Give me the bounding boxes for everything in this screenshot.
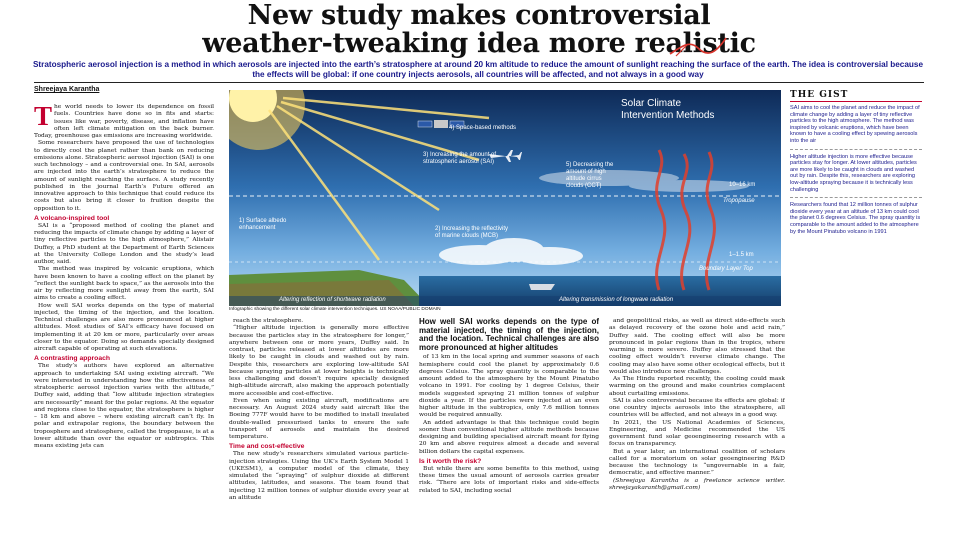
paragraph: As The Hindu reported recently, the cooling could mask warming on the ground and make countries complacent about curtailing emissions. <box>609 376 785 397</box>
paragraph: How well SAI works depends on the type of material injected, the timing of the injection, and the location. Technical challenges are also more pronounced at higher altitudes. Most studies of SAI’s efficacy have focused on implementing it at 20 km or more, particularly over areas closer to the equator. Doing so demands specially designed aircraft capable of operating at such elevations. <box>34 302 214 352</box>
gist-item: SAI aims to cool the planet and reduce the impact of climate change by adding a layer of tiny reflective particles to the high atmosphere. The method was inspired by volcanic eruptions, which have been known to have a cooling effect by spewing aerosols into the air <box>790 105 922 150</box>
article-deck: Stratospheric aerosol injection is a method in which aerosols are injected into the earth’s stratosphere at around 20 km altitude to reduce the amount of sunlight reaching the surface of the earth. The idea is controversial because the effects will be global: if one country injects aerosols, all countries will be affected, and not always in a good way <box>32 60 924 79</box>
pen-scribble-mark <box>668 36 728 58</box>
paragraph: The method was inspired by volcanic eruptions, which have been known to have a cooling effect on the planet by “reflect the sunlight back to space,” as the aerosols into the air by reflecting more sunlight away from the earth, SAI aims to create a cooling effect. <box>34 266 214 302</box>
paragraph: The study’s authors have explored an alternative approach to undertaking SAI using existing aircraft. “We were interested in understanding how the effectiveness of stratospheric aerosol injection varies with the altitude,” Duffey said, adding that “low altitude injection strategies are necessarily” meant for the polar regions. At the equator and regions close to the equator, the stratosphere is higher – 18 km and above – where existing aircraft can’t fly. In polar and extrapolar regions, the boundary between the troposphere and stratosphere, called the tropopause, is at a lower altitude than over the equator or subtropics. This means existing jets can <box>34 363 214 449</box>
subhead-risk: Is it worth the risk? <box>419 457 482 465</box>
infographic-title-2: Intervention Methods <box>621 110 715 121</box>
label-mcb-2: of marine clouds (MCB) <box>435 233 499 239</box>
paragraph: and geopolitical risks, as well as direct side-effects such as delayed recovery of the ozone hole and acid rain,” Duffey said. The cooling effect will also be more pronounced in polar regions than in the tropics, where warming is more severe. Duffey also stressed that the cooling effect wouldn’t reverse climate change. The cooling may also have some other ecological effects, but it would also introduce new challenges. <box>609 318 785 375</box>
author-credit: (Shreejaya Karantha is a freelance science writer. shreejayakaranth@gmail.com) <box>609 477 785 491</box>
gist-item: Researchers found that 12 million tonnes of sulphur dioxide every year at an altitude of 13 km could cool the planet 0.6 degrees Celsius. The spray quantity is comparable to the amount added to the atmosphere by the Mount Pinatubo volcano in 1991 <box>790 202 921 235</box>
label-longwave: Altering transmission of longwave radiation <box>559 297 674 303</box>
pull-quote: How well SAI works depends on the type of material injected, the timing of the injection, and the location. Technical challenges are also more pronounced at higher altitudes <box>419 318 599 352</box>
label-cct-2: amount of high <box>566 169 606 175</box>
article-column-3 <box>419 318 599 544</box>
gist-item: Higher altitude injection is more effective because particles stay for longer. At lower altitudes, particles are more likely to be caught in clouds and washed out by rain. Despite this, researchers are exploring low-altitude spraying because it is technically less challenging <box>790 154 922 199</box>
label-altitude-low: 1–1.5 km <box>729 252 754 258</box>
label-sai-2: stratospheric aerosol (SAI) <box>423 159 495 165</box>
article-column-4 <box>609 318 785 544</box>
top-rule <box>34 82 924 83</box>
article-column-2 <box>229 318 409 544</box>
dropcap: T <box>34 104 53 131</box>
paragraph: Some researchers have proposed the use of technologies to directly cool the planet rather than bank on reducing emissions alone. Stratospheric aerosol injection (SAI) is one such technology – and a controversial one. In SAI, aerosols are injected into the earth’s stratosphere to reduce the amount of sunlight reaching the surface. A study recently published in the journal Earth’s Future offered an innovative approach to this technique that could reduce its costs but also bring it closer to fruition despite the opposition to it. <box>34 140 214 212</box>
solar-intervention-infographic <box>229 90 781 306</box>
label-shortwave: Altering reflection of shortwave radiation <box>279 297 386 303</box>
subhead-time-cost: Time and cost-effective <box>229 443 305 451</box>
byline: Shreejaya Karantha <box>34 86 100 93</box>
subhead-approach: A contrasting approach <box>34 355 111 363</box>
label-albedo-2: enhancement <box>239 225 276 231</box>
headline <box>0 2 958 58</box>
label-cct-3: altitude cirrus <box>566 176 602 182</box>
label-altitude-high: 10–16 km <box>729 182 756 188</box>
paragraph: reach the stratosphere. <box>233 318 304 324</box>
paragraph: Even when using existing aircraft, modifications are necessary. An August 2024 study said aircraft like the Boeing 777F would have to be modified to install insulated double-walled pressurised tanks to ensure the safe transport of aerosols and maintain the desired temperature. <box>229 397 409 440</box>
label-mcb: 2) Increasing the reflectivity <box>435 226 509 232</box>
intro-paragraph: he world needs to lower its dependence on fossil fuels. Countries have done so in fits and starts: issues like war, poverty, disease, and inflation have often left climate mitigation on the back burner. Today, greenhouse gas emissions are increasing worldwide. <box>34 104 214 139</box>
label-space-methods: 4) Space-based methods <box>449 125 517 131</box>
subhead-volcano: A volcano-inspired tool <box>34 214 110 222</box>
paragraph: SAI is also controversial because its effects are global: if one country injects aerosols into the stratosphere, all countries will be affected, and not always in a good way. <box>609 397 785 419</box>
headline-line-2: weather-tweaking idea more realistic <box>202 28 756 59</box>
gist-title: THE GIST <box>790 90 922 102</box>
paragraph: of 13 km in the local spring and summer seasons of each hemisphere could cool the planet by approximately 0.6 degrees Celsius. The spray quantity is comparable to the amount added to the atmosphere by the Mount Pinatubo volcano in 1991. For cooling by 1 degree Celsius, their models suggested spraying 21 million tonnes of sulphur dioxide a year. If the particles were injected at an even higher altitude in the subtropics, only 7.6 million tonnes would be required annually. <box>419 354 599 419</box>
paragraph: But while there are some benefits to this method, using these times the usual amount of aerosols carries greater risk. “There are lots of important risks and side-effects related to SAI, including social <box>419 465 599 494</box>
gist-sidebar <box>790 90 922 320</box>
paragraph: In 2021, the US National Academies of Sciences, Engineering, and Medicine recommended the US government fund solar geoengineering research with a focus on transparency. <box>609 419 785 448</box>
headline-line-1: New study makes controversial <box>247 0 711 31</box>
paragraph: An added advantage is that this technique could begin sooner than conventional higher altitude methods because designing and building specialised aircraft meant for flying 20 km and above requires almost a decade and several billion dollars the capital expenses. <box>419 419 599 455</box>
label-cct: 5) Decreasing the <box>566 162 614 168</box>
label-albedo: 1) Surface albedo <box>239 218 287 224</box>
paragraph: SAI is a “proposed method of cooling the planet and reducing the impacts of climate change by adding a layer of tiny reflective particles to the high atmosphere,” Alistair Duffey, a PhD student at the Department of Earth Sciences at the University College London and the study’s lead author, said. <box>34 222 214 265</box>
figure-caption: Infographic showing the different solar climate intervention techniques. US NOAA/PUBLIC DOMAIN <box>229 307 441 312</box>
article-column-1 <box>34 104 214 544</box>
paragraph: The new study’s researchers simulated various particle-injection strategies. Using the UK’s Earth System Model 1 (UKESM1), a computer model of the climate, they simulated the “spraying” of sulphur dioxide at different altitudes, latitudes, and seasons. The team found that injecting 12 million tonnes of sulphur dioxide every year at an altitude <box>229 451 409 501</box>
label-cct-4: clouds (CCT) <box>566 183 602 189</box>
paragraph: But a year later, an international coalition of scholars called for a moratorium on solar geoengineering R&D because the technology is “ungovernable in a fair, democratic, and effective manner.” <box>609 448 785 477</box>
label-boundary-layer: Boundary Layer Top <box>699 266 753 272</box>
infographic-drawing <box>229 90 781 306</box>
paragraph: “Higher altitude injection is generally more effective because the particles stay in the stratosphere for longer,” anywhere between one or more years, Duffey said. In contrast, particles released at lower altitudes are more likely to be caught in clouds and washed out by rain. Despite this, researchers are exploring low-altitude SAI because spraying particles at lower heights is technically less challenging and doesn’t require specially designed high-altitude aircraft, also making the approach potentially more accessible and cost-effective. <box>229 325 409 397</box>
label-sai: 3) Increasing the amount of <box>423 152 497 158</box>
label-tropopause: Tropopause <box>723 198 755 204</box>
infographic-title-1: Solar Climate <box>621 98 682 109</box>
